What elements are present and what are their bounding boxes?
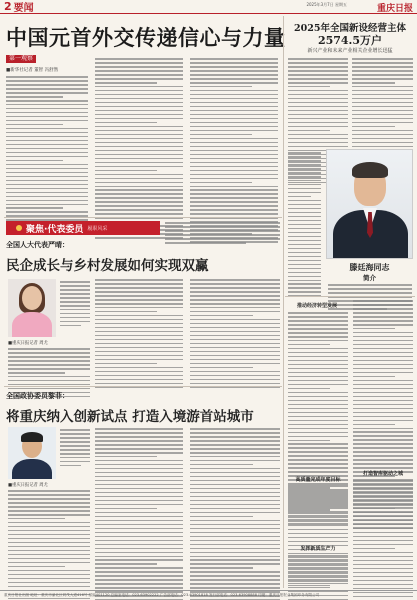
feature-banner [6, 221, 160, 235]
page-header [0, 0, 417, 14]
deputies-col-1b [8, 348, 90, 397]
date-info: 2025年3月7日 星期五 [306, 2, 347, 7]
profile-portrait [326, 149, 413, 259]
story-divider [4, 386, 282, 387]
page-footer: 重庆日报社出版 地址：重庆市渝北区同茂大道416号 邮编401120 总编室电话：023-63902222 广告部电话：023-63901818 发行部电话：023-63908888 印刷：重庆日报报业集团印务有限公司 [0, 590, 417, 600]
members-col-3 [190, 428, 280, 600]
banner-sub: 履职风采 [87, 225, 108, 232]
lead-byline: ■新华社记者 董智 冯舒然 [6, 68, 59, 73]
right-story-title: 2025年全国新设经营主体 [294, 23, 406, 34]
members-col-1b [8, 490, 90, 600]
deputies-col-2 [95, 279, 183, 388]
deputy-caption: ■重庆日报记者 周尤 [8, 341, 48, 346]
deputies-headline: 民企成长与乡村发展如何实现双赢 [6, 258, 209, 274]
banner-dot-icon [16, 225, 22, 231]
right-heading-2: 高质量完成年度目标 [295, 477, 341, 483]
members-headline: 将重庆纳入创新试点 打造入境游首站城市 [6, 409, 254, 425]
member-caption: ■重庆日报记者 周尤 [8, 483, 48, 488]
right-story-figure: 2574.5万户 [317, 34, 383, 47]
right-story-col-2 [352, 58, 413, 155]
lead-column-3 [190, 58, 278, 243]
deputies-kicker: 全国人大代表严晴： [6, 241, 69, 249]
members-col-1 [60, 429, 90, 466]
banner-text: 聚焦·代表委员 [26, 224, 84, 235]
lead-column-1 [6, 76, 88, 221]
right-divider [285, 296, 415, 297]
member-photo [8, 427, 56, 479]
section-name: 要闻 [13, 3, 34, 14]
deputy-photo [8, 279, 56, 337]
page-number: 2 [4, 0, 12, 13]
members-col-2 [95, 428, 183, 600]
section-tag: 第一观察 [6, 55, 36, 63]
deputies-col-3 [190, 279, 280, 388]
right-heading-3: 打造智库驱动之城 [362, 471, 403, 477]
profile-name: 滕廷海同志 [349, 262, 390, 272]
right-lower-col-2b [353, 480, 413, 600]
section-divider [4, 217, 282, 218]
members-kicker: 全国政协委员黎菲： [6, 392, 69, 400]
right-heading-4: 发挥新质生产力 [300, 546, 336, 552]
column-divider [283, 16, 284, 588]
lead-column-2 [95, 58, 183, 239]
lead-headline: 中国元首外交传递信心与力量 [6, 25, 286, 50]
right-story-subtitle: 新兴产业和未来产业相关企业增长迅猛 [307, 48, 393, 54]
profile-label: 简介 [363, 274, 376, 282]
right-story-col-3 [288, 152, 321, 297]
deputies-col-1 [60, 281, 90, 326]
right-heading-1: 推动经济转型发展 [296, 303, 337, 309]
masthead-logo: 重庆日报 [376, 4, 413, 14]
